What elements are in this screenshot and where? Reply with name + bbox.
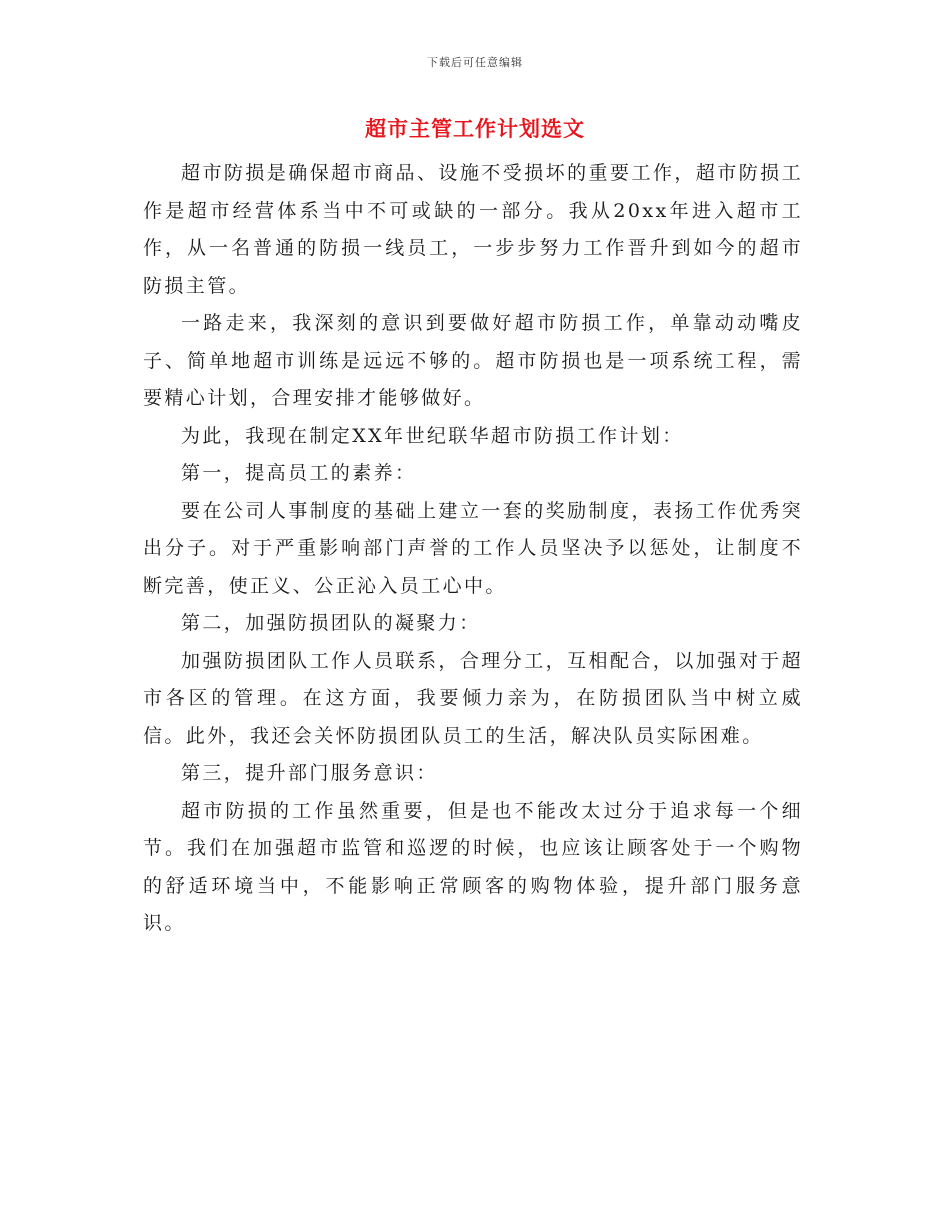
paragraph-third: 超市防损的工作虽然重要，但是也不能改太过分于追求每一个细节。我们在加强超市监管和巡逻的时候，也应该让顾客处于一个购物的舒适环境当中，不能影响正常顾客的购物体验，提升部门服务意识。 (143, 799, 803, 934)
document-title: 超市主管工作计划选文 (365, 116, 585, 141)
section-heading-third: 第三，提升部门服务意识： (181, 762, 438, 784)
paragraph-first: 要在公司人事制度的基础上建立一套的奖励制度，表扬工作优秀突出分子。对于严重影响部门声誉的工作人员坚决予以惩处，让制度不断完善，使正义、公正沁入员工心中。 (143, 499, 803, 597)
download-note: 下载后可任意编辑 (427, 56, 523, 69)
paragraph-second: 加强防损团队工作人员联系，合理分工，互相配合，以加强对于超市各区的管理。在这方面，我要倾力亲为，在防损团队当中树立威信。此外，我还会关怀防损团队员工的生活，解决队员实际困难。 (143, 649, 803, 747)
section-heading-first: 第一，提高员工的素养： (181, 462, 417, 484)
paragraph-plan-lead: 为此，我现在制定XX年世纪联华超市防损工作计划： (181, 424, 684, 447)
paragraph-intro: 超市防损是确保超市商品、设施不受损坏的重要工作，超市防损工作是超市经营体系当中不可或缺的一部分。我从20xx年进入超市工作，从一名普通的防损一线员工，一步步努力工作晋升到如今的超市防损主管。 (143, 162, 803, 297)
paragraph-reflection: 一路走来，我深刻的意识到要做好超市防损工作，单靠动动嘴皮子、简单地超市训练是远远不够的。超市防损也是一项系统工程，需要精心计划，合理安排才能够做好。 (143, 312, 803, 409)
section-heading-second: 第二，加强防损团队的凝聚力： (181, 612, 481, 634)
document-body (143, 155, 803, 943)
